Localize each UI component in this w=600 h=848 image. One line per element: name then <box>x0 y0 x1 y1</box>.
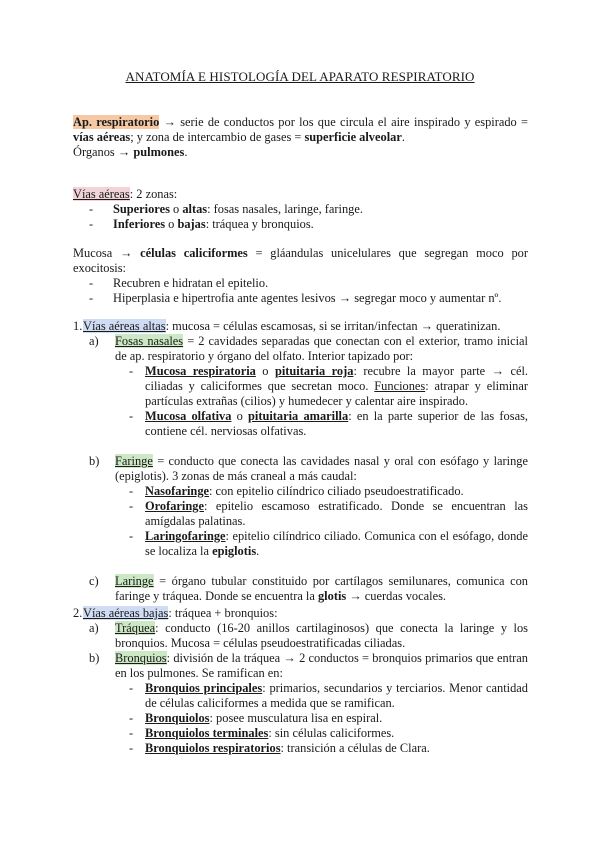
vias-aereas-bajas-heading: Vías aéreas bajas <box>83 606 169 620</box>
list-item: - Hiperplasia e hipertrofia ante agentes lesivos → segregar moco y aumentar nº. <box>89 291 502 305</box>
mucosa-section: Mucosa → células caliciformes = gláandulas unicelulares que segregan moco por exocitosis: - Recubren e hidratan el epitelio. - Hiperplasia e hipertrofia ante agentes lesivos → segregar moco y aumentar nº. <box>73 246 528 305</box>
list-item: - Bronquiolos respiratorios: transición a células de Clara. <box>129 741 430 755</box>
vias-aereas-heading: Vías aéreas <box>73 187 130 201</box>
list-item: - Bronquiolos: posee musculatura lisa en espiral. <box>129 711 383 725</box>
list-item: - Mucosa respiratoria o pituitaria roja: recubre la mayor parte → cél. ciliadas y caliciformes que secretan moco. Funciones: atrapar y eliminar partículas extrañas (cilios) y humedecer y calentar aire inspirado. <box>129 364 528 408</box>
list-item: - Bronquios principales: primarios, secundarios y terciarios. Menor cantidad de células caliciformes a medida que se ramifican. <box>129 681 529 710</box>
vias-aereas-term: vías aéreas <box>73 130 131 144</box>
page-title: ANATOMÍA E HISTOLOGÍA DEL APARATO RESPIRATORIO <box>125 69 475 84</box>
list-item: - Orofaringe: epitelio escamoso estratificado. Donde se encuentran las amígdalas palatinas. <box>129 499 528 528</box>
list-item: - Inferiores o bajas: tráquea y bronquios. <box>89 217 314 231</box>
section-1: 1. Vías aéreas altas: mucosa = células escamosas, si se irritan/infectan → queratinizan. a) Fosas nasales = 2 cavidades separadas que conectan con el exterior, tramo inicial de ap. respiratorio y órgano del olfato. Interior tapizado por: - Mucosa respiratoria o pituitaria roja: recubre la mayor parte → cél. ciliadas y caliciformes que secretan moco. Funciones: atrapar y eliminar partículas extrañas (cilios) y humedecer y calentar aire inspirado. - Mucosa olfativa o pituitaria amarilla: en la parte superior de las fosas, contiene cél. nerviosas olfativas. b) Faringe = conducto que conecta las cavidades nasal y oral con esófago y laringe (epiglotis). 3 zonas de más craneal a más caudal: - Nasofaringe: con epitelio cilíndrico ciliado pseudoestratificado. - Orofaringe: epitelio escamoso estratificado. Donde se encuentran las amígdalas palatinas. - Laringofaringe: epitelio cilíndrico ciliado. Comunica con el esófago, donde se localiza la epiglotis. c) Laringe = órgano tubular constituido por cartílagos semilunares, comunica con faringe y tráquea. Donde se encuentra la glotis → cuerdas vocales. <box>73 319 529 603</box>
pulmones-term: pulmones <box>133 145 185 159</box>
subsection-fosas-nasales: a) Fosas nasales = 2 cavidades separadas que conectan con el exterior, tramo inicial de ap. respiratorio y órgano del olfato. Interior tapizado por: <box>89 334 529 363</box>
list-item: - Superiores o altas: fosas nasales, laringe, faringe. <box>89 202 363 216</box>
section-2: 2. Vías aéreas bajas: tráquea + bronquios: a) Tráquea: conducto (16-20 anillos cartilaginosos) que conecta la laringe y los bronquios. Mucosa = células pseudoestratificadas ciliadas. b) Bronquios: división de la tráquea → 2 conductos = bronquios primarios que entran en los pulmones. Se ramifican en: - Bronquios principales: primarios, secundarios y terciarios. Menor cantidad de células caliciformes a medida que se ramifican. - Bronquiolos: posee musculatura lisa en espiral. - Bronquiolos terminales: sin células caliciformes. - Bronquiolos respiratorios: transición a células de Clara. <box>73 606 529 755</box>
list-item: - Mucosa olfativa o pituitaria amarilla: en la parte superior de las fosas, contiene cél. nerviosas olfativas. <box>129 409 528 438</box>
vias-aereas-section: Vías aéreas: 2 zonas: - Superiores o altas: fosas nasales, laringe, faringe. - Inferiores o bajas: tráquea y bronquios. <box>73 187 528 232</box>
subsection-laringe: c) Laringe = órgano tubular constituido por cartílagos semilunares, comunica con faringe y tráquea. Donde se encuentra la glotis → cuerdas vocales. <box>89 574 528 603</box>
ap-respiratorio-term: Ap. respiratorio <box>73 115 160 129</box>
list-item: - Recubren e hidratan el epitelio. <box>89 276 269 290</box>
superficie-alveolar-term: superficie alveolar <box>304 130 402 144</box>
subsection-traquea: a) Tráquea: conducto (16-20 anillos cartilaginosos) que conecta la laringe y los bronquios. Mucosa = células pseudoestratificadas ciliadas. <box>89 621 528 650</box>
intro-paragraph: Ap. respiratorio → serie de conductos por los que circula el aire inspirado y espirado = vías aéreas; y zona de intercambio de gases = superficie alveolar. Órganos → pulmones. <box>73 115 528 159</box>
vias-aereas-altas-heading: Vías aéreas altas <box>83 319 166 333</box>
list-item: - Nasofaringe: con epitelio cilíndrico ciliado pseudoestratificado. <box>129 484 464 498</box>
list-item: - Laringofaringe: epitelio cilíndrico ciliado. Comunica con el esófago, donde se localiza la epiglotis. <box>129 529 528 558</box>
subsection-bronquios: b) Bronquios: división de la tráquea → 2 conductos = bronquios primarios que entran en los pulmones. Se ramifican en: <box>89 651 528 680</box>
list-item: - Bronquiolos terminales: sin células caliciformes. <box>129 726 395 740</box>
subsection-faringe: b) Faringe = conducto que conecta las cavidades nasal y oral con esófago y laringe (epiglotis). 3 zonas de más craneal a más caudal: <box>89 454 528 483</box>
